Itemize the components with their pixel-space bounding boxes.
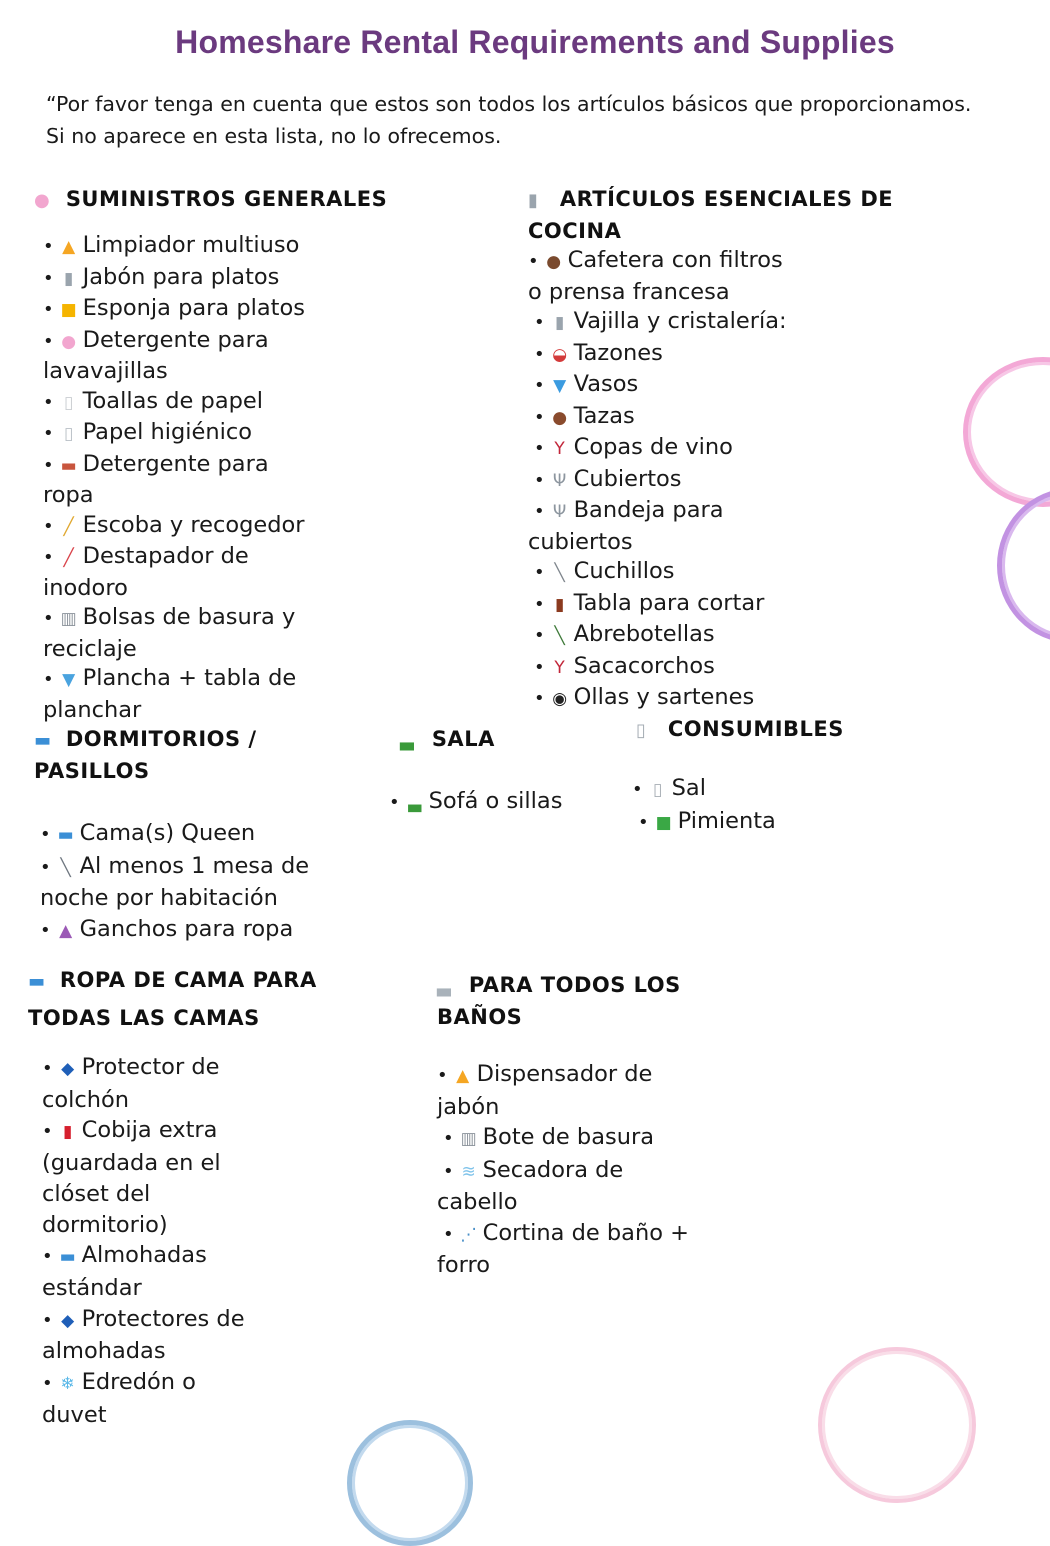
broom-icon: ╱ [63,516,74,537]
list-item: • ╱ Destapador de inodoro [43,543,249,601]
cutlery-icon: Ψ [552,470,567,491]
list-item: • Y Copas de vino [534,433,908,465]
basket-icon: ▬ [60,455,77,476]
section-heading-bedrooms [34,724,334,787]
salt-shaker-icon: ▯ [652,780,663,800]
bed-icon: ▬ [28,971,46,992]
list-item: • ● Detergente para lavavajillas [43,326,269,384]
list-item: • ◒ Tazones [534,339,908,371]
list-item: • ▥ Bolsas de basura y reciclaje [43,604,296,662]
list-item: • ◉ Ollas y sartenes [534,683,908,715]
pepper-icon: ■ [655,813,672,833]
list-item: • ▼ Plancha + tabla de planchar [43,665,297,723]
section-heading-bathrooms [437,970,737,1033]
section-title: SUMINISTROS GENERALES [65,187,388,211]
section-title-line-2: BAÑOS [437,1005,523,1029]
section-title-line-2: TODAS LAS CAMAS [28,1006,260,1030]
living-room-list [389,787,619,819]
section-title-line-2: PASILLOS [34,759,150,783]
bathtub-icon: ▃ [437,976,452,997]
section-heading-kitchen [528,184,948,247]
wine-glass-icon: Y [554,439,565,459]
plate-icon: ▮ [63,268,74,289]
list-item: • ▮ Tabla para cortar [534,589,908,621]
spray-bottle-icon: ▲ [62,237,76,257]
section-title: ARTÍCULOS ESENCIALES DE [559,187,894,211]
decorative-pink-circle [963,357,1050,507]
decorative-blue-circle [347,1420,473,1546]
decorative-light-pink-circle [818,1347,976,1503]
list-item: • ╲ Cuchillos [534,557,908,589]
section-title: DORMITORIOS / [65,727,257,751]
section-title-line-2: COCINA [528,219,622,243]
section-heading-consumables [636,714,844,746]
bedding-list [42,1052,342,1430]
plunger-icon: ╱ [63,548,74,568]
shield-icon: ◆ [61,1310,75,1331]
list-item: • ● Tazas [534,402,908,434]
paper-towel-icon: ▯ [63,392,74,413]
list-item: • Y Sacacorchos [534,652,908,684]
section-heading-bedding [28,962,358,1036]
shield-icon: ◆ [61,1059,75,1079]
list-item: • ▲ Limpiador multiuso [43,231,363,263]
trash-can-icon: ▥ [460,1129,477,1149]
list-item: • ❄ Edredón o duvet [42,1369,196,1428]
knife-icon: ╲ [554,563,565,583]
list-item: • ▯ Papel higiénico [43,418,363,450]
section-heading-general [34,184,387,216]
list-item: • ▲ Ganchos para ropa [40,914,370,947]
list-item: • ▯ Toallas de papel [43,387,363,419]
list-item: • ▬ Almohadas estándar [42,1242,207,1301]
general-supplies-list [43,231,363,725]
section-title: SALA [431,727,495,751]
list-item: • ▬ Cama(s) Queen [40,818,370,851]
blanket-icon: ▮ [62,1122,73,1143]
intro-line-2: Si no aparece en esta lista, no lo ofrecemos. [46,124,502,148]
section-title: CONSUMIBLES [667,717,844,741]
list-item: • ▼ Vasos [534,370,908,402]
bathrooms-list [437,1059,737,1281]
hanger-icon: ▲ [59,920,73,941]
cup-icon: ▼ [553,376,567,396]
section-title: ROPA DE CAMA PARA [59,968,317,992]
list-item: • ◆ Protector de colchón [42,1054,220,1113]
list-item: • ▮ Jabón para platos [43,263,363,295]
section-heading-living-room [400,724,495,756]
list-item: • Ψ Cubiertos [534,465,908,497]
bed-icon: ▬ [59,1247,76,1268]
coffee-icon: ● [546,252,562,272]
soap-dispenser-icon: ▲ [456,1066,470,1086]
decorative-purple-circle [997,488,1050,643]
toilet-paper-icon: ▯ [63,424,74,444]
trash-can-icon: ▥ [60,609,77,629]
list-item: • ▮ Cobija extra (guardada en el clóset del dormitorio) [42,1117,221,1238]
intro-line-1: “Por favor tenga en cuenta que estos son todos los artículos básicos que proporcionamos. [46,92,972,116]
bed-icon: ▬ [34,730,52,751]
shower-icon: ⋰ [460,1224,478,1245]
list-item: • ■ Pimienta [632,806,852,839]
list-item: • ≋ Secadora de cabello [437,1156,624,1215]
list-item: • ▃ Sofá o sillas [389,787,619,819]
wine-glass-icon: Y [554,657,565,678]
list-item: • Ψ Bandeja para cubiertos [528,497,724,555]
salt-shaker-icon: ▯ [636,720,647,741]
frying-pan-icon: ◉ [552,689,568,709]
bed-icon: ▬ [57,825,74,845]
plate-icon: ▮ [554,313,565,333]
list-item: • ▬ Detergente para ropa [43,450,269,508]
list-item: • ▯ Sal [632,773,852,806]
sponge-icon: ■ [60,300,77,320]
list-item: • ⋰ Cortina de baño + forro [437,1219,690,1278]
soap-icon: ● [34,190,51,211]
soap-icon: ● [61,331,77,352]
plate-icon: ▮ [528,190,539,211]
list-item: • ● Cafetera con filtros o prensa francesa [528,247,783,305]
list-item: • ╲ Abrebotellas [534,620,908,652]
list-item: • ▲ Dispensador de jabón [437,1061,653,1120]
sofa-icon: ▃ [408,793,422,813]
section-title: PARA TODOS LOS [468,973,681,997]
bottle-icon: ╲ [554,626,565,646]
snowflake-icon: ❄ [60,1374,75,1395]
page-title: Homeshare Rental Requirements and Supplies [175,24,895,60]
list-item: • ■ Esponja para platos [43,294,363,326]
cutting-board-icon: ▮ [554,594,565,615]
wind-icon: ≋ [461,1161,476,1182]
cutlery-icon: Ψ [552,502,567,522]
kitchen-essentials-list [528,246,908,715]
sofa-icon: ▃ [400,730,415,751]
mug-icon: ● [552,407,568,428]
list-item: • ▮ Vajilla y cristalería: [534,307,908,339]
list-item: • ╲ Al menos 1 mesa de noche por habitación [40,852,310,911]
consumables-list [632,773,852,839]
list-item: • ◆ Protectores de almohadas [42,1305,245,1365]
shirt-icon: ▼ [62,670,76,690]
bedrooms-list [40,818,370,946]
list-item: • ▥ Bote de basura [437,1122,737,1155]
list-item: • ╱ Escoba y recogedor [43,511,363,543]
bowl-icon: ◒ [552,344,568,365]
intro-note [46,88,1036,152]
flashlight-icon: ╲ [60,857,71,878]
